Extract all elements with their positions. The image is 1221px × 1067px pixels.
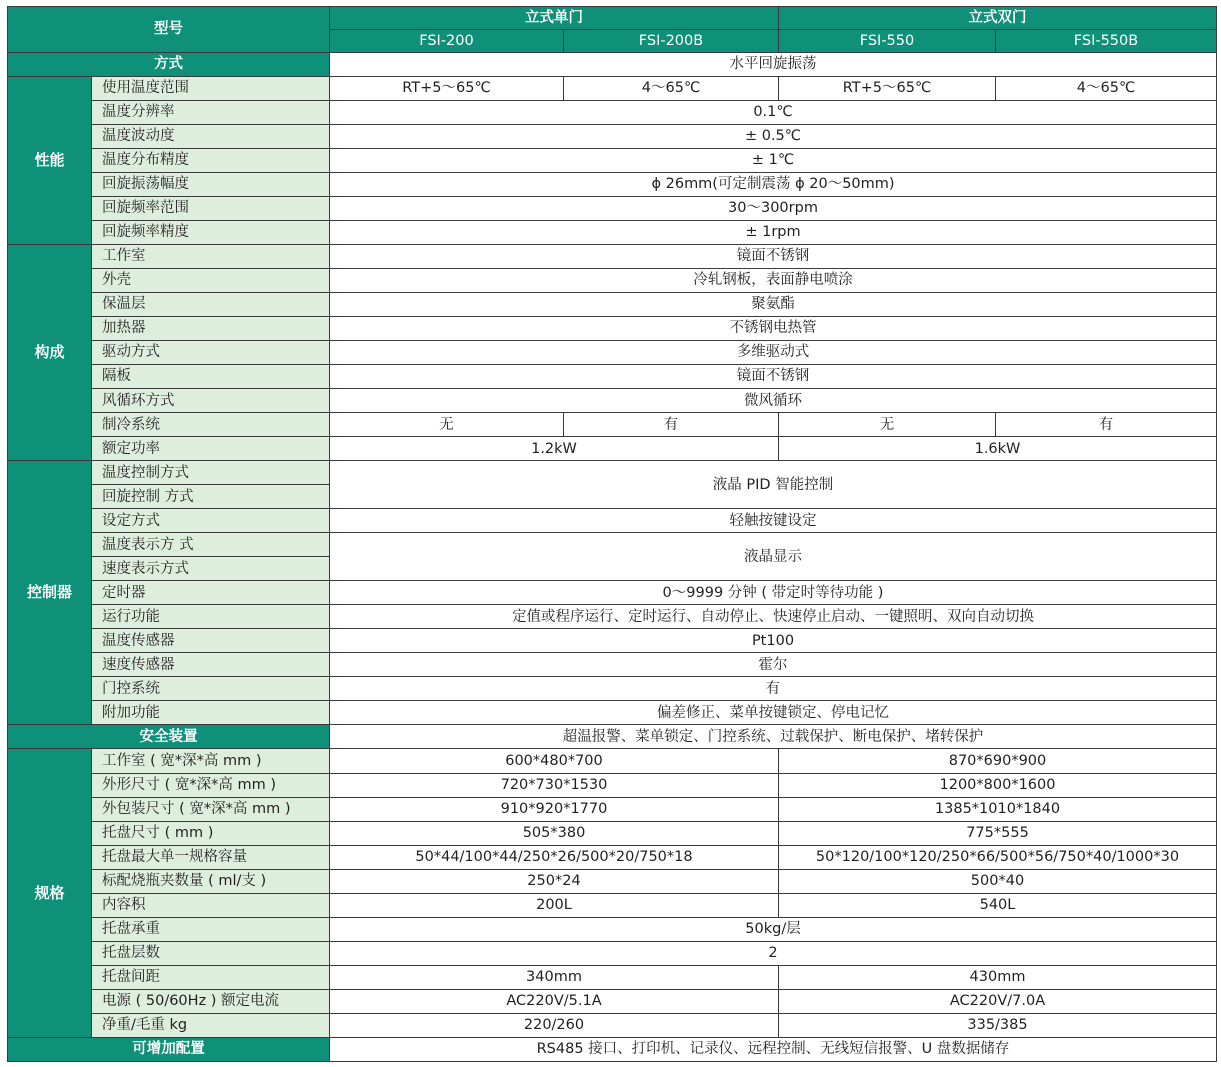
row-label: 温度波动度 bbox=[92, 125, 330, 149]
options-label: 可增加配置 bbox=[8, 1037, 330, 1061]
row-label: 温度分辨率 bbox=[92, 101, 330, 125]
row-label: 托盘最大单一规格容量 bbox=[92, 845, 330, 869]
cell-value: 有 bbox=[996, 413, 1217, 437]
row-label: 速度传感器 bbox=[92, 653, 330, 677]
model-header: 型号 bbox=[8, 7, 330, 53]
row-label: 温度控制方式 bbox=[92, 461, 330, 485]
group-performance: 性能 bbox=[8, 77, 92, 245]
model-fsi-200b: FSI-200B bbox=[564, 30, 779, 53]
row-label: 托盘层数 bbox=[92, 941, 330, 965]
cell-value: RT+5～65℃ bbox=[330, 77, 564, 101]
cell-value: RT+5～65℃ bbox=[779, 77, 996, 101]
row-label: 托盘尺寸 ( mm ) bbox=[92, 821, 330, 845]
model-fsi-200: FSI-200 bbox=[330, 30, 564, 53]
cell-value: 有 bbox=[564, 413, 779, 437]
cell-value: 4～65℃ bbox=[564, 77, 779, 101]
cell-value: 液晶显示 bbox=[330, 533, 1217, 581]
row-label: 回旋频率精度 bbox=[92, 221, 330, 245]
group-construction: 构成 bbox=[8, 245, 92, 461]
row-label: 门控系统 bbox=[92, 677, 330, 701]
row-label: 定时器 bbox=[92, 581, 330, 605]
row-label: 外包装尺寸 ( 宽*深*高 mm ) bbox=[92, 797, 330, 821]
row-label: 驱动方式 bbox=[92, 341, 330, 365]
cell-value: 870*690*900 bbox=[779, 749, 1217, 773]
row-label: 外壳 bbox=[92, 269, 330, 293]
row-label: 电源 ( 50/60Hz ) 额定电流 bbox=[92, 989, 330, 1013]
model-fsi-550b: FSI-550B bbox=[996, 30, 1217, 53]
cell-value: AC220V/7.0A bbox=[779, 989, 1217, 1013]
group-specs: 规格 bbox=[8, 749, 92, 1037]
row-label: 托盘承重 bbox=[92, 917, 330, 941]
cell-value: 335/385 bbox=[779, 1013, 1217, 1037]
cell-value: 200L bbox=[330, 893, 779, 917]
row-label: 托盘间距 bbox=[92, 965, 330, 989]
row-label: 温度传感器 bbox=[92, 629, 330, 653]
options-value: RS485 接口、打印机、记录仪、远程控制、无线短信报警、U 盘数据储存 bbox=[330, 1037, 1217, 1061]
cell-value: 不锈钢电热管 bbox=[330, 317, 1217, 341]
cell-value: 定值或程序运行、定时运行、自动停止、快速停止启动、一键照明、双向自动切换 bbox=[330, 605, 1217, 629]
row-label: 回旋频率范围 bbox=[92, 197, 330, 221]
cell-value: 220/260 bbox=[330, 1013, 779, 1037]
cell-value: 无 bbox=[779, 413, 996, 437]
cell-value: 50kg/层 bbox=[330, 917, 1217, 941]
group-double-door: 立式双门 bbox=[779, 7, 1217, 30]
cell-value: 540L bbox=[779, 893, 1217, 917]
cell-value: 430mm bbox=[779, 965, 1217, 989]
row-label: 保温层 bbox=[92, 293, 330, 317]
row-label: 设定方式 bbox=[92, 509, 330, 533]
row-label: 工作室 ( 宽*深*高 mm ) bbox=[92, 749, 330, 773]
cell-value: 2 bbox=[330, 941, 1217, 965]
row-label: 回旋振荡幅度 bbox=[92, 173, 330, 197]
row-label: 附加功能 bbox=[92, 701, 330, 725]
row-label: 隔板 bbox=[92, 365, 330, 389]
cell-value: 有 bbox=[330, 677, 1217, 701]
safety-label: 安全装置 bbox=[8, 725, 330, 749]
safety-value: 超温报警、菜单锁定、门控系统、过载保护、断电保护、堵转保护 bbox=[330, 725, 1217, 749]
cell-value: 4～65℃ bbox=[996, 77, 1217, 101]
row-label: 温度表示方 式 bbox=[92, 533, 330, 557]
row-label: 加热器 bbox=[92, 317, 330, 341]
cell-value: ± 1rpm bbox=[330, 221, 1217, 245]
row-label: 温度分布精度 bbox=[92, 149, 330, 173]
method-label: 方式 bbox=[8, 53, 330, 77]
cell-value: 聚氨酯 bbox=[330, 293, 1217, 317]
cell-value: 1.6kW bbox=[779, 437, 1217, 461]
cell-value: 600*480*700 bbox=[330, 749, 779, 773]
cell-value: 50*44/100*44/250*26/500*20/750*18 bbox=[330, 845, 779, 869]
cell-value: 250*24 bbox=[330, 869, 779, 893]
cell-value: 液晶 PID 智能控制 bbox=[330, 461, 1217, 509]
row-label: 额定功率 bbox=[92, 437, 330, 461]
row-label: 制冷系统 bbox=[92, 413, 330, 437]
row-label: 工作室 bbox=[92, 245, 330, 269]
row-label: 风循环方式 bbox=[92, 389, 330, 413]
cell-value: ± 0.5℃ bbox=[330, 125, 1217, 149]
row-label: 速度表示方式 bbox=[92, 557, 330, 581]
cell-value: 偏差修正、菜单按键锁定、停电记忆 bbox=[330, 701, 1217, 725]
cell-value: 500*40 bbox=[779, 869, 1217, 893]
cell-value: AC220V/5.1A bbox=[330, 989, 779, 1013]
cell-value: 镜面不锈钢 bbox=[330, 245, 1217, 269]
model-fsi-550: FSI-550 bbox=[779, 30, 996, 53]
cell-value: 轻触按键设定 bbox=[330, 509, 1217, 533]
group-single-door: 立式单门 bbox=[330, 7, 779, 30]
cell-value: 1200*800*1600 bbox=[779, 773, 1217, 797]
cell-value: 霍尔 bbox=[330, 653, 1217, 677]
cell-value: 30～300rpm bbox=[330, 197, 1217, 221]
row-label: 外形尺寸 ( 宽*深*高 mm ) bbox=[92, 773, 330, 797]
cell-value: 镜面不锈钢 bbox=[330, 365, 1217, 389]
cell-value: 微风循环 bbox=[330, 389, 1217, 413]
row-label: 回旋控制 方式 bbox=[92, 485, 330, 509]
row-label: 标配烧瓶夹数量 ( ml/支 ) bbox=[92, 869, 330, 893]
method-value: 水平回旋振荡 bbox=[330, 53, 1217, 77]
cell-value: 50*120/100*120/250*66/500*56/750*40/1000*30 bbox=[779, 845, 1217, 869]
cell-value: 0～9999 分钟 ( 带定时等待功能 ) bbox=[330, 581, 1217, 605]
cell-value: 1385*1010*1840 bbox=[779, 797, 1217, 821]
cell-value: 1.2kW bbox=[330, 437, 779, 461]
cell-value: 720*730*1530 bbox=[330, 773, 779, 797]
row-label: 使用温度范围 bbox=[92, 77, 330, 101]
spec-table bbox=[7, 6, 1217, 1062]
cell-value: 340mm bbox=[330, 965, 779, 989]
row-label: 运行功能 bbox=[92, 605, 330, 629]
row-label: 内容积 bbox=[92, 893, 330, 917]
cell-value: 0.1℃ bbox=[330, 101, 1217, 125]
cell-value: ± 1℃ bbox=[330, 149, 1217, 173]
cell-value: 505*380 bbox=[330, 821, 779, 845]
cell-value: Pt100 bbox=[330, 629, 1217, 653]
cell-value: ϕ 26mm(可定制震荡 ϕ 20～50mm) bbox=[330, 173, 1217, 197]
row-label: 净重/毛重 kg bbox=[92, 1013, 330, 1037]
cell-value: 冷轧钢板，表面静电喷涂 bbox=[330, 269, 1217, 293]
group-controller: 控制器 bbox=[8, 461, 92, 725]
cell-value: 775*555 bbox=[779, 821, 1217, 845]
cell-value: 无 bbox=[330, 413, 564, 437]
cell-value: 910*920*1770 bbox=[330, 797, 779, 821]
cell-value: 多维驱动式 bbox=[330, 341, 1217, 365]
